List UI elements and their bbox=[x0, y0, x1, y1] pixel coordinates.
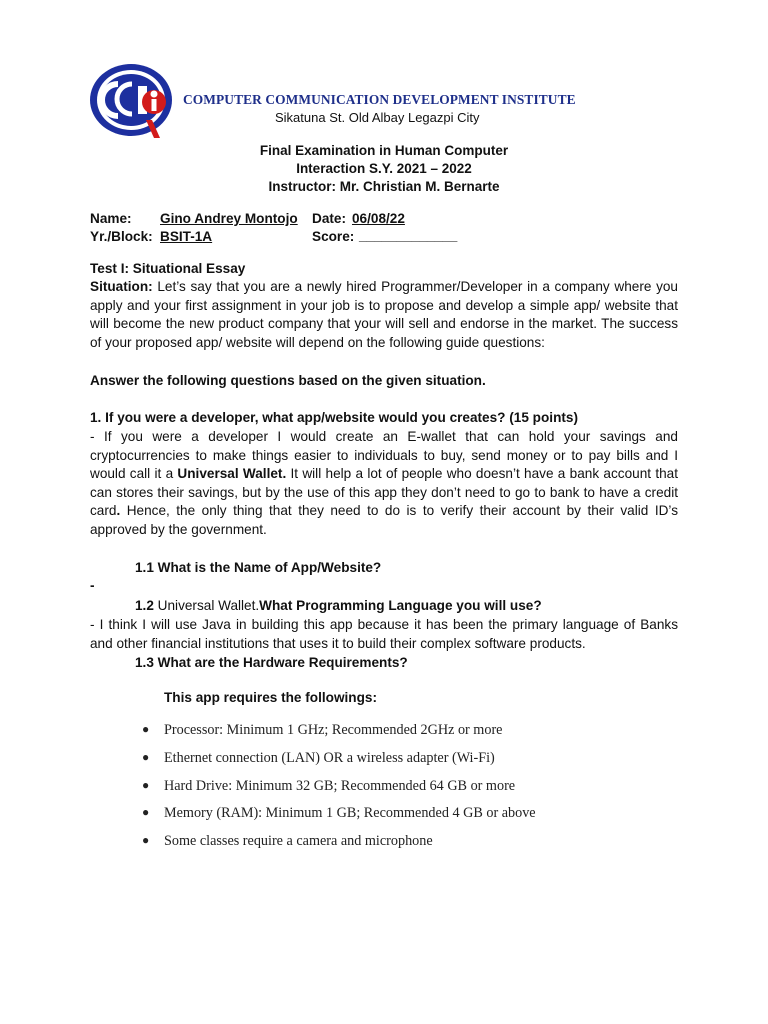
block-value: BSIT-1A bbox=[160, 229, 213, 244]
requirements-intro: This app requires the followings: bbox=[164, 690, 377, 705]
instruction-line: Answer the following questions based on the given situation. bbox=[90, 373, 486, 388]
answer-1-part1: - If you were a developer I would create an E-wallet that can hold your savings and cryptocurrencies to make things easier to individuals to buy, send money or to pay bills and I would call it a bbox=[90, 429, 678, 482]
answer-1 bbox=[90, 428, 678, 540]
question-1-2 bbox=[135, 598, 542, 613]
list-item: ● Processor: Minimum 1 GHz; Recommended 2GHz or more bbox=[142, 722, 503, 738]
answer-1-period: . bbox=[116, 503, 121, 519]
name-value: Gino Andrey Montojo bbox=[160, 211, 298, 226]
block-label: Yr./Block: bbox=[90, 229, 153, 244]
institute-address: Sikatuna St. Old Albay Legazpi City bbox=[275, 110, 480, 125]
exam-title-line1: Final Examination in Human Computer bbox=[259, 143, 509, 158]
question-1-2-text: What Programming Language you will use? bbox=[259, 598, 542, 613]
hardware-requirements-list bbox=[140, 722, 536, 861]
situation-text: Let’s say that you are a newly hired Programmer/Developer in a company where you apply and your first assignment in your job is to propose and develop a simple app/ website that will become the new product company that your will sell and endorse in the market. The success of your proposed app/ website will depend on the following guide questions: bbox=[90, 279, 678, 350]
list-item: ● Ethernet connection (LAN) OR a wireless adapter (Wi-Fi) bbox=[142, 749, 495, 766]
list-item: ● Some classes require a camera and microphone bbox=[142, 833, 433, 850]
ccdi-logo-graphic bbox=[88, 62, 180, 140]
situation-paragraph bbox=[90, 278, 678, 352]
instructor-line: Instructor: Mr. Christian M. Bernarte bbox=[268, 179, 500, 194]
date-value: 06/08/22 bbox=[352, 211, 405, 226]
question-1-2-number: 1.2 bbox=[135, 598, 154, 613]
situation-label: Situation: bbox=[90, 279, 153, 294]
test-heading: Test I: Situational Essay bbox=[90, 261, 246, 276]
answer-1-2: - I think I will use Java in building this app because it has been the primary language of Banks and other financial institutions that uses it to build their complex software products. bbox=[90, 617, 678, 651]
institute-logo bbox=[88, 62, 180, 140]
exam-title-line2: Interaction S.Y. 2021 – 2022 bbox=[296, 161, 472, 176]
institute-name: COMPUTER COMMUNICATION DEVELOPMENT INSTITUTE bbox=[183, 92, 576, 107]
score-blank: _____________ bbox=[359, 228, 458, 243]
list-item: ● Memory (RAM): Minimum 1 GB; Recommended 4 GB or above bbox=[142, 805, 536, 822]
name-label: Name: bbox=[90, 211, 132, 226]
answer-1-part2: It will help a lot of people who doesn’t have a bank account that can stores their savings, but by the use of this app they don’t need to go to bank to have a credit card bbox=[90, 466, 678, 519]
app-name-bold: Universal Wallet. bbox=[177, 466, 287, 482]
question-1: 1. If you were a developer, what app/website would you creates? (15 points) bbox=[90, 410, 578, 425]
list-item: ● Hard Drive: Minimum 32 GB; Recommended 64 GB or more bbox=[142, 777, 516, 794]
score-label: Score: bbox=[312, 229, 355, 244]
question-1-2-inline-answer: Universal Wallet. bbox=[153, 598, 260, 613]
question-1-3: 1.3 What are the Hardware Requirements? bbox=[135, 655, 408, 670]
answer-1-part3: Hence, the only thing that they need to do is to verify their account by their valid ID’s approved by the government. bbox=[90, 503, 678, 537]
date-label: Date: bbox=[312, 211, 346, 226]
answer-1-1: - bbox=[90, 578, 95, 593]
question-1-1: 1.1 What is the Name of App/Website? bbox=[135, 560, 382, 575]
